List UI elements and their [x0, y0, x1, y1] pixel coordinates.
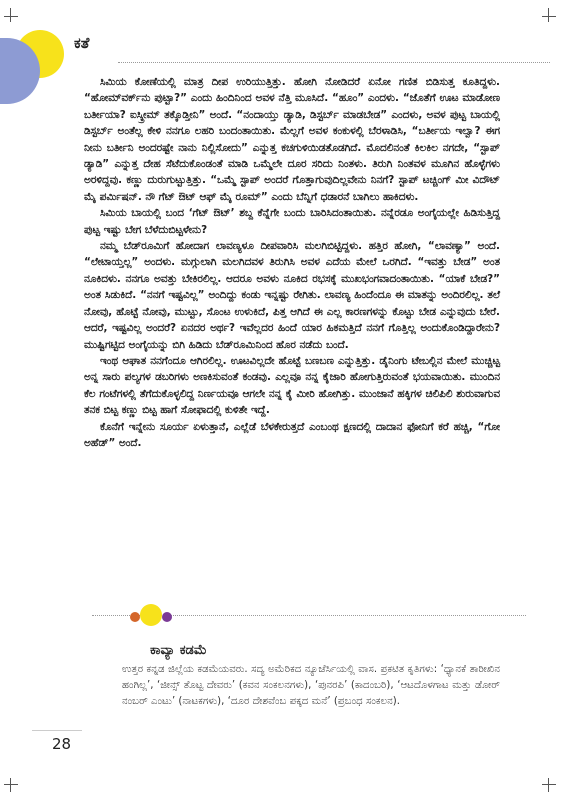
header-dotted-rule: [118, 62, 550, 63]
crop-mark: [10, 8, 11, 22]
yellow-dot: [140, 604, 162, 626]
paragraph: ಸಿಮಿಯ ಬಾಯಲ್ಲಿ ಬಂದ ‘ಗೆಟ್ ಔಟ್’ ಶಬ್ದ ಕೆನ್ನೆಗೇ ಬಂದು ಬಾರಿಸಿದಂತಾಯಿತು. ನನ್ನೆರಡೂ ಅಂಗೈಯಲ್ಲೇ ಹಿಡಿಸುತ್ತಿದ್ದ ಪುಟ್ಟ ಇಷ್ಟು ಬೇಗ ಬೆಳೆದುಬಿಟ್ಟಳೇನು?: [84, 207, 500, 236]
section-title: ಕತೆ: [74, 34, 90, 52]
crop-mark: [542, 784, 556, 785]
article-body: [84, 74, 500, 451]
paragraph: ಇಂಥ ಆಘಾತ ನನಗೆಂದೂ ಆಗಿರಲಿಲ್ಲ. ಊಟವಿಲ್ಲದೇ ಹೊಟ್ಟೆ ಬಣಬಣ ಎನ್ನುತ್ತಿತ್ತು. ಡೈನಿಂಗು ಟೇಬಲ್ಲಿನ ಮೇಲೆ ಮುಚ್ಚಿಟ್ಟ ಅನ್ನ ಸಾರು ಪಲ್ಯಗಳ ಡಬರಿಗಳು ಅಣಕಿಸುವಂತೆ ಕಂಡವು. ಎಲ್ಲವೂ ನನ್ನ ಕೈಜಾರಿ ಹೋಗುತ್ತಿರುವಂತೆ ಭಯವಾಯಿತು. ಮುಂದಿನ ಕೆಲ ಗಂಟೆಗಳಲ್ಲಿ ತೆಗೆದುಕೊಳ್ಳಲಿದ್ದ ನಿರ್ಣಯವೂ ಆಗಲೇ ನನ್ನ ಕೈ ಮೀರಿ ಹೋಗಿತ್ತು. ಮುಂಜಾನೆ ಹಕ್ಕಿಗಳ ಚಿಲಿಪಿಲಿ ಶುರುವಾಗುವ ತನಕ ಬಿಟ್ಟ ಕಣ್ಣು ಬಿಟ್ಟ ಹಾಗೆ ಸೋಫಾದಲ್ಲಿ ಕುಳಿತೇ ಇದ್ದೆ.: [84, 354, 500, 417]
crop-mark: [10, 778, 11, 792]
crop-mark: [4, 784, 18, 785]
paragraph: ಕೊನೆಗೆ ಇನ್ನೇನು ಸೂರ್ಯ ಏಳುತ್ತಾನೆ, ಎಲ್ಲೆಡೆ ಬೆಳಕೇರುತ್ತದೆ ಎಂಬಂಥ ಕ್ಷಣದಲ್ಲಿ ದಾದಾನ ಫೋನಿಗೆ ಕರೆ ಹಚ್ಚಿ, “ಗೋ ಅಹೆಡ್” ಅಂದೆ.: [84, 420, 500, 449]
author-bio: ಉತ್ತರ ಕನ್ನಡ ಜಿಲ್ಲೆಯ ಕಡಮೆಯವರು. ಸದ್ಯ ಅಮೆರಿಕದ ನ್ಯೂಜೆರ್ಸಿಯಲ್ಲಿ ವಾಸ. ಪ್ರಕಟಿತ ಕೃತಿಗಳು: ‘ಧ್ಯಾನಕೆ ತಾರೀಖಿನ ಹಂಗಿಲ್ಲ’, ‘ಜೀನ್ಸ್ ತೊಟ್ಟ ದೇವರು’ (ಕವನ ಸಂಕಲನಗಳು), ‘ಪುನರಪಿ’ (ಕಾದಂಬರಿ), ‘ಆಟದೊಳಗಾಟ ಮತ್ತು ಡೋರ್ ನಂಬರ್ ಎಂಟು’ (ನಾಟಕಗಳು), ‘ದೂರ ದೇಶವೆಂಬ ಪಕ್ಕದ ಮನೆ’ (ಪ್ರಬಂಧ ಸಂಕಲನ).: [122, 664, 500, 707]
author-name: ಕಾವ್ಯಾ ಕಡಮೆ: [150, 643, 207, 658]
page-number-rule: [32, 730, 82, 731]
crop-mark: [542, 16, 556, 17]
orange-dot: [130, 612, 140, 622]
page-number: 28: [52, 735, 72, 753]
crop-mark: [4, 16, 18, 17]
paragraph: ನಮ್ಮ ಬೆಡ್‌ರೂಮಿಗೆ ಹೋದಾಗ ಲಾವಣ್ಯಳೂ ದೀಪವಾರಿಸಿ ಮಲಗಿಬಿಟ್ಟಿದ್ದಳು. ಹತ್ತಿರ ಹೋಗಿ, “ಲಾವಣ್ಯಾ” ಅಂದೆ. “ಲೇಟಾಯ್ತಲ್ಲ” ಅಂದಳು. ಮಗ್ಗುಲಾಗಿ ಮಲಗಿದವಳ ತಿರುಗಿಸಿ ಅವಳ ಎದೆಯ ಮೇಲೆ ಒರಗಿದೆ. “ಇವತ್ತು ಬೇಡ” ಅಂತ ನೂಕಿದಳು. ನನಗೂ ಅವತ್ತು ಬೇಕಿರಲಿಲ್ಲ. ಆದರೂ ಅವಳು ನೂಕಿದ ರಭಸಕ್ಕೆ ಮುಖಭಂಗವಾದಂತಾಯಿತು. “ಯಾಕೆ ಬೇಡ?” ಅಂತ ಸಿಡುಕಿದೆ. “ನನಗೆ ಇಷ್ಟವಿಲ್ಲ” ಅಂದಿದ್ದು ಕಂಡು ಇನ್ನಷ್ಟು ರೇಗಿತು. ಲಾವಣ್ಯ ಹಿಂದೆಂದೂ ಈ ಮಾತನ್ನು ಅಂದಿರಲಿಲ್ಲ. ತಲೆ ನೋವು, ಹೊಟ್ಟೆ ನೋವು, ಮುಟ್ಟು, ಸೊಂಟ ಉಳುಕಿದೆ, ಪಿತ್ತ ಆಗಿದೆ ಈ ಎಲ್ಲ ಕಾರಣಗಳನ್ನು ಕೊಟ್ಟು ಬೇಡ ಎನ್ನುವುದು ಬೇರೆ. ಆದರೆ, ಇಷ್ಟವಿಲ್ಲ ಅಂದರೆ? ಏನದರ ಅರ್ಥ? ಇವೆಲ್ಲದರ ಹಿಂದೆ ಯಾರ ಹಿಕಮತ್ತಿದೆ ನನಗೆ ಗೊತ್ತಿಲ್ಲ ಅಂದುಕೊಂಡಿದ್ದಾರೇನು? ಮುಷ್ಟಿಗಟ್ಟಿದ ಅಂಗೈಯನ್ನು ಬಿಗಿ ಹಿಡಿದು ಬೆಡ್‌ರೂಮಿನಿಂದ ಹೊರ ನಡೆದು ಬಂದೆ.: [84, 240, 500, 351]
purple-dot: [162, 612, 172, 622]
paragraph: ಸಿಮಿಯ ಕೋಣೆಯಲ್ಲಿ ಮಾತ್ರ ದೀಪ ಉರಿಯುತ್ತಿತ್ತು. ಹೋಗಿ ನೋಡಿದರೆ ಏನೋ ಗಣಿತ ಬಿಡಿಸುತ್ತ ಕೂತಿದ್ದಳು. “ಹೋಮ್‌ವರ್ಕ್‌ನು ಪುಟ್ಟಾ?” ಎಂದು ಹಿಂದಿನಿಂದ ಅವಳ ನೆತ್ತಿ ಮೂಸಿದೆ. “ಹೂಂ” ಎಂದಳು. “ಜೊತೆಗೆ ಊಟ ಮಾಡೋಣ ಬರ್ತೀಯಾ? ಐಸ್ಕ್ರೀಮ್ ತಕ್ಕೊಡ್ತೀನಿ” ಅಂದೆ. “ನಂದಾಯ್ತು ಡ್ಯಾಡಿ, ಡಿಸ್ಟರ್ಬ್ ಮಾಡಬೇಡ” ಎಂದಳು, ಅವಳ ಪುಟ್ಟ ಬಾಯಲ್ಲಿ ಡಿಸ್ಟರ್ಬ್ ಅಂತೆಲ್ಲ ಕೇಳಿ ನನಗೂ ಲಹರಿ ಬಂದಂತಾಯಿತು. ಮೆಲ್ಲಗೆ ಅವಳ ಕಂಕುಳಲ್ಲಿ ಬೆರಳಾಡಿಸಿ, “ಬರ್ತೀಯ ಇಲ್ವಾ? ಈಗ ನೀನು ಬರ್ತೀನಿ ಅಂದರಷ್ಟೇ ನಾನು ನಿಲ್ಲಿಸೋದು” ಎನ್ನುತ್ತ ಕಚಗುಳಿಯಿಡತೊಡಗಿದೆ. ಮೊದಲಿನಂತೆ ಕಿಲಕಿಲ ನಗದೇ, “ಸ್ಟಾಪ್ ಡ್ಯಾಡಿ” ಎನ್ನುತ್ತ ದೇಹ ಸೆಟೆದುಕೊಂಡಂತೆ ಮಾಡಿ ಒಮ್ಮೆಲೇ ದೂರ ಸರಿದು ನಿಂತಳು. ತಿರುಗಿ ನಿಂತವಳ ಮೂಗಿನ ಹೊಳ್ಳೆಗಳು ಅರಳಿದ್ದವು. ಕಣ್ಣು ದುರುಗುಟ್ಟುತ್ತಿತ್ತು. “ಒಮ್ಮೆ ಸ್ಟಾಪ್ ಅಂದರೆ ಗೊತ್ತಾಗುವುದಿಲ್ಲವೇನು ನಿನಗೆ? ಸ್ಟಾಪ್ ಟಚ್ಚಿಂಗ್ ಮೀ ವಿದೌಟ್ ಮೈ ಪರ್ಮಿಷನ್. ನೌ ಗೆಟ್ ಔಟ್ ಆಫ್ ಮೈ ರೂಮ್” ಎಂದು ಬೆನ್ನಿಗೆ ಧಡಾರನೆ ಬಾಗಿಲು ಹಾಕಿದಳು.: [84, 76, 500, 203]
crop-mark: [548, 8, 549, 22]
crop-mark: [548, 778, 549, 792]
